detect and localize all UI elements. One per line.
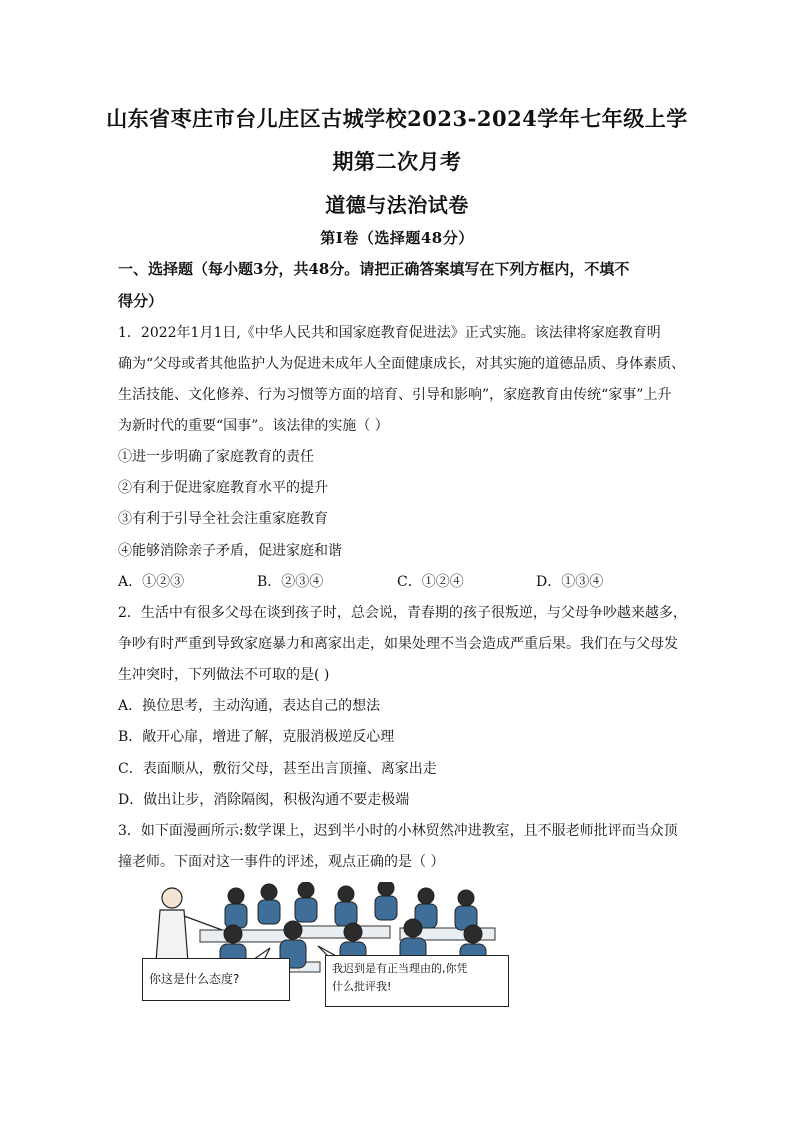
teacher-speech-bubble: 你这是什么态度?: [142, 958, 290, 1001]
q2-option-c: C．表面顺从，敷衍父母，甚至出言顶撞、离家出走: [118, 761, 437, 777]
student-speech-bubble: [325, 955, 509, 1007]
q2-option-a: A．换位思考，主动沟通，表达自己的想法: [118, 698, 381, 714]
section-heading-line2: 得分）: [118, 292, 164, 310]
q1-stem-line: 确为“父母或者其他监护人为促进未成年人全面健康成长，对其实施的道德品质、身体素质、: [118, 356, 686, 372]
q2-stem-line: 2．生活中有很多父母在谈到孩子时，总会说，青春期的孩子很叛逆，与父母争吵越来越多，: [118, 605, 687, 621]
q2-stem-line: 生冲突时，下列做法不可取的是( ): [118, 667, 330, 683]
q2-option-b: B．敞开心扉，增进了解，克服消极逆反心理: [118, 729, 395, 745]
subject-title: 道德与法治试卷: [325, 193, 469, 217]
exam-title-line1: 山东省枣庄市台儿庄区古城学校2023-2024学年七年级上学: [106, 106, 688, 131]
q3-stem-line: 撞老师。下面对这一事件的评述，观点正确的是（ ）: [118, 854, 445, 870]
q1-option-c: C．①②④: [397, 574, 464, 590]
q1-statement: ③有利于引导全社会注重家庭教育: [118, 511, 328, 527]
student-speech-line2: 什么批评我!: [332, 980, 392, 993]
q1-statement: ②有利于促进家庭教育水平的提升: [118, 480, 328, 496]
section-heading-line1: 一、选择题（每小题3分，共48分。请把正确答案填写在下列方框内，不填不: [118, 260, 630, 278]
q1-option-b: B．②③④: [257, 574, 324, 590]
q1-statement: ④能够消除亲子矛盾，促进家庭和谐: [118, 543, 342, 559]
q2-option-d: D．做出让步，消除隔阂，积极沟通不要走极端: [118, 792, 410, 808]
q1-statement: ①进一步明确了家庭教育的责任: [118, 449, 314, 465]
q3-stem-line: 3．如下面漫画所示:数学课上，迟到半小时的小林贸然冲进教室，且不服老师批评而当众顶: [118, 823, 678, 839]
q1-stem-line: 1．2022年1月1日,《中华人民共和国家庭教育促进法》正式实施。该法律将家庭教育明: [118, 325, 661, 341]
q1-option-d: D．①③④: [536, 574, 604, 590]
exam-title-line2: 期第二次月考: [332, 149, 462, 174]
volume-heading: 第Ⅰ卷（选择题48分）: [320, 229, 474, 247]
q1-stem-line: 生活技能、文化修养、行为习惯等方面的培育、引导和影响”，家庭教育由传统“家事”上升: [118, 387, 672, 403]
q1-option-a: A．①②③: [118, 574, 185, 590]
q2-stem-line: 争吵有时严重到导致家庭暴力和离家出走，如果处理不当会造成严重后果。我们在与父母发: [118, 636, 678, 652]
student-speech-line1: 我迟到是有正当理由的,你凭: [332, 962, 468, 975]
q1-stem-line: 为新时代的重要“国事”。该法律的实施（ ）: [118, 418, 389, 434]
